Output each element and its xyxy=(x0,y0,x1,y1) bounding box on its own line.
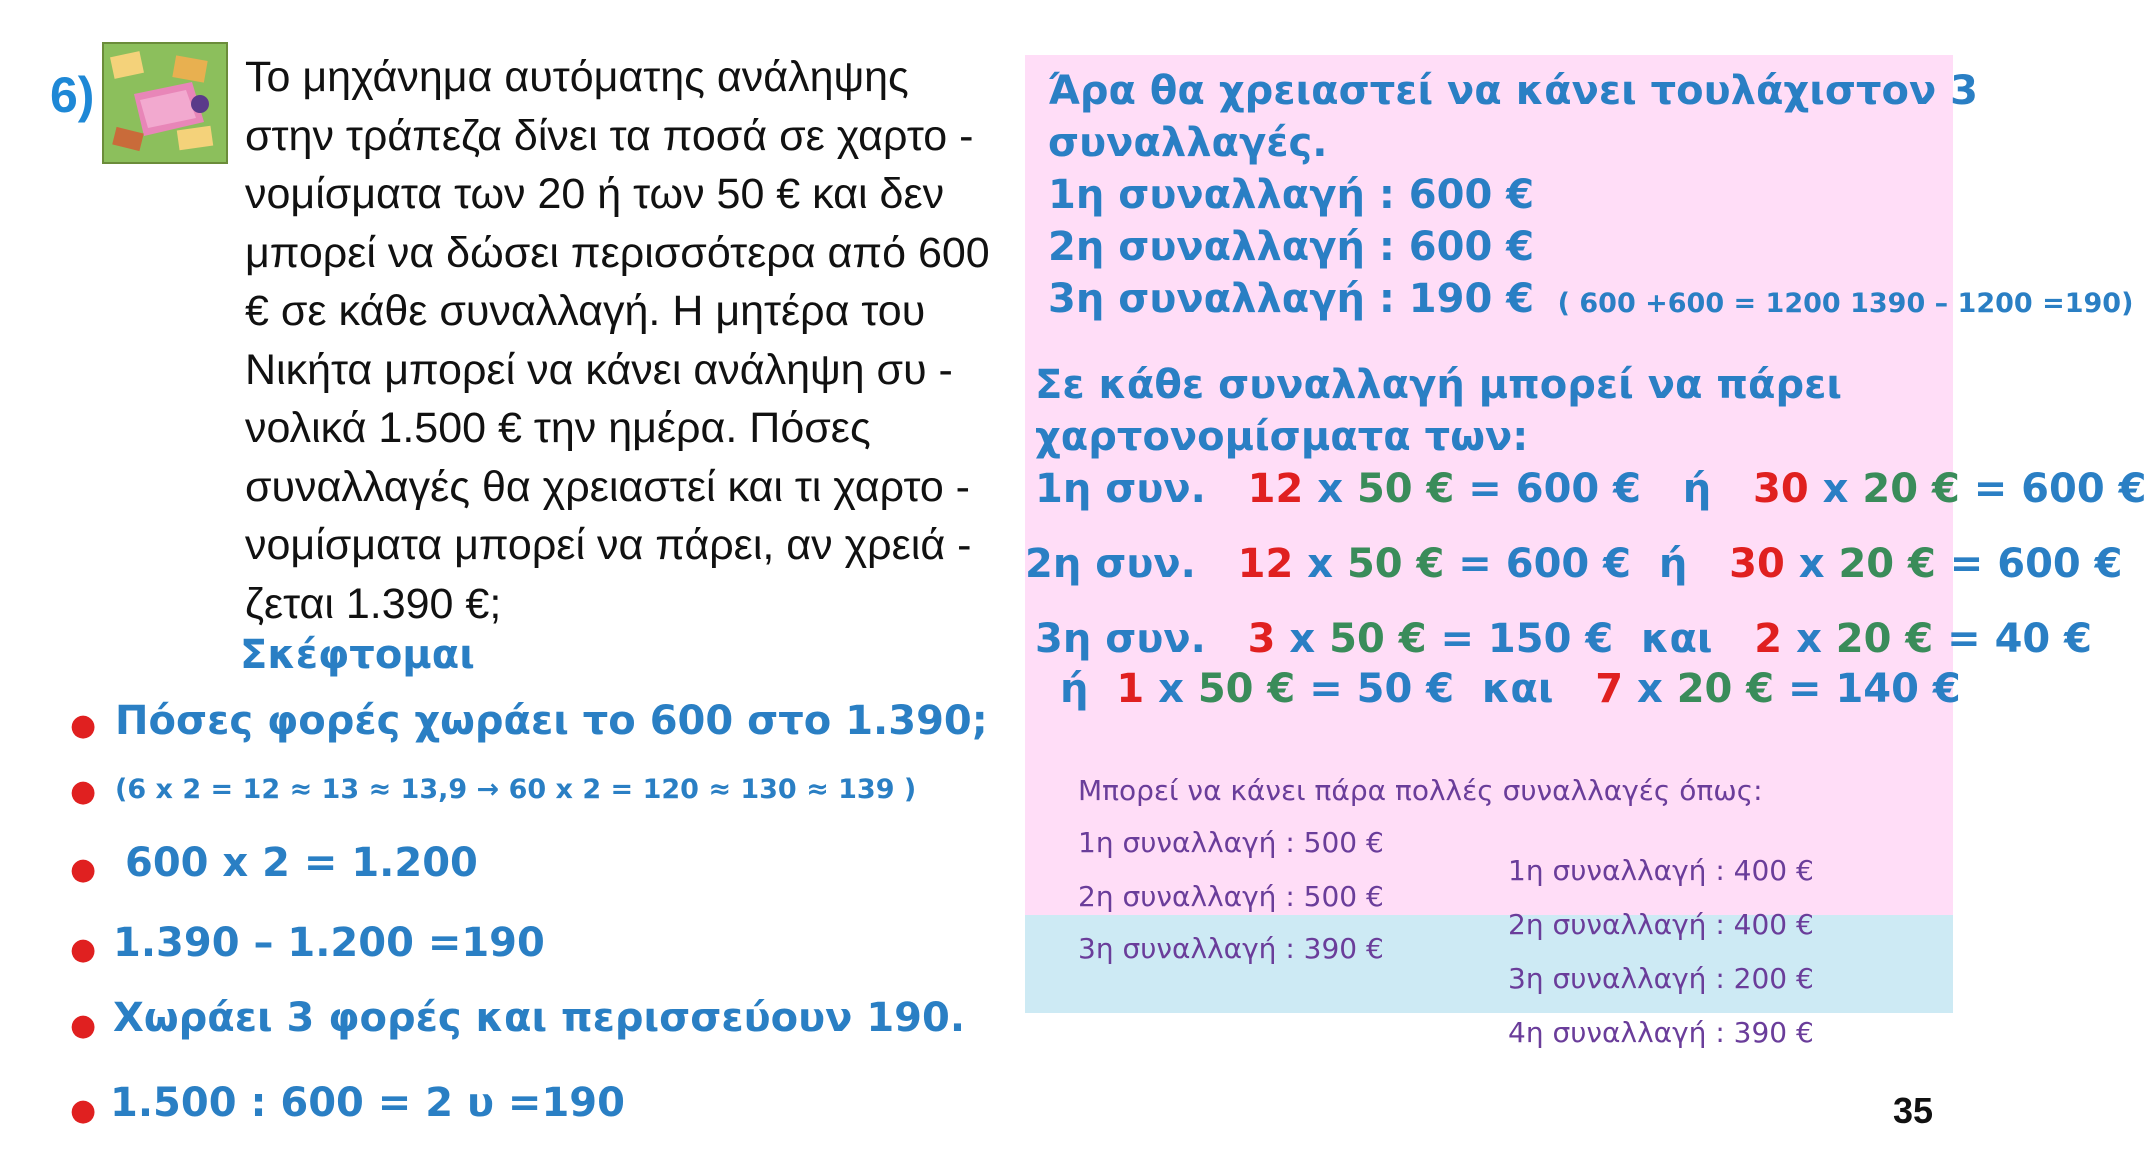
alternative-transaction: 4η συναλλαγή : 390 € xyxy=(1508,1016,1814,1049)
note-value: 20 € xyxy=(1676,666,1775,712)
bullet-dot: ● xyxy=(70,708,97,743)
note-row xyxy=(1060,666,1961,712)
times-sign: x xyxy=(1782,616,1836,662)
transaction-line: 2η συναλλαγή : 600 € xyxy=(1048,224,1535,270)
atm-money-illustration xyxy=(104,44,226,162)
problem-line: συναλλαγές θα χρειαστεί και τι χαρτο - xyxy=(245,462,970,511)
problem-line: νομίσματα μπορεί να πάρει, αν χρειά - xyxy=(245,521,972,569)
thinking-step: 600 x 2 = 1.200 xyxy=(125,840,478,886)
times-sign: x xyxy=(1303,466,1357,512)
problem-illustration xyxy=(102,42,228,164)
times-sign: x xyxy=(1275,616,1330,662)
note-value: 50 € xyxy=(1356,466,1455,512)
bullet-dot: ● xyxy=(70,932,97,967)
problem-number: 6) xyxy=(50,67,95,123)
answer-intro: συναλλαγές. xyxy=(1048,120,1328,166)
problem-line: ζεται 1.390 €; xyxy=(245,579,502,628)
alternative-transaction: 2η συναλλαγή : 500 € xyxy=(1078,880,1384,913)
row-result: = 600 € xyxy=(1935,541,2123,587)
times-sign: x xyxy=(1808,466,1863,512)
conjunction: ή xyxy=(1682,466,1712,512)
transaction-line-3 xyxy=(1048,276,2133,322)
note-count: 7 xyxy=(1595,666,1624,712)
row-label: 3η συν. xyxy=(1035,616,1206,662)
alternative-intro: Μπορεί να κάνει πάρα πολλές συναλλαγές όπως: xyxy=(1078,774,1763,807)
page-number: 35 xyxy=(1893,1090,1934,1131)
note-row xyxy=(1025,541,2123,587)
times-sign: x xyxy=(1293,541,1347,587)
note-value: 50 € xyxy=(1346,541,1445,587)
problem-line: Το μηχάνημα αυτόματης ανάληψης xyxy=(245,53,909,101)
problem-line: μπορεί να δώσει περισσότερα από 600 xyxy=(245,228,990,277)
bullet-dot: ● xyxy=(70,852,97,887)
thinking-step: 1.390 – 1.200 =190 xyxy=(113,920,545,966)
thinking-heading: Σκέφτομαι xyxy=(240,632,475,678)
problem-line: στην τράπεζα δίνει τα ποσά σε χαρτο - xyxy=(245,111,974,160)
row-result: = 600 € xyxy=(1454,466,1641,512)
conjunction: και xyxy=(1481,666,1554,712)
row-result: = 150 € xyxy=(1426,616,1614,662)
calculation-note: ( 600 +600 = 1200 1390 – 1200 =190) xyxy=(1557,288,2134,319)
note-count: 12 xyxy=(1247,466,1304,512)
row-label: 1η συν. xyxy=(1035,466,1206,512)
alternative-transaction: 1η συναλλαγή : 500 € xyxy=(1078,826,1384,859)
notes-intro: χαρτονομίσματα των: xyxy=(1035,414,1529,460)
problem-text xyxy=(245,48,1005,633)
row-result: = 140 € xyxy=(1774,666,1961,712)
thinking-step: (6 x 2 = 12 ≈ 13 ≈ 13,9 → 60 x 2 = 120 ≈ 130 ≈ 139 ) xyxy=(115,774,917,805)
alternative-transaction: 3η συναλλαγή : 390 € xyxy=(1078,932,1384,965)
transaction-line: 1η συναλλαγή : 600 € xyxy=(1048,172,1535,218)
transaction-amount: 3η συναλλαγή : 190 € xyxy=(1048,276,1535,322)
thinking-step: Πόσες φορές χωράει το 600 στο 1.390; xyxy=(115,698,988,744)
note-count: 12 xyxy=(1237,541,1294,587)
note-count: 3 xyxy=(1247,616,1276,662)
notes-intro: Σε κάθε συναλλαγή μπορεί να πάρει xyxy=(1035,362,1842,408)
alternative-transaction: 1η συναλλαγή : 400 € xyxy=(1508,854,1814,887)
note-row xyxy=(1035,466,2146,512)
row-result: = 600 € xyxy=(1444,541,1631,587)
note-value: 50 € xyxy=(1197,666,1296,712)
conjunction: και xyxy=(1641,616,1713,662)
alternative-transaction: 2η συναλλαγή : 400 € xyxy=(1508,908,1814,941)
problem-line: νομίσματα των 20 ή των 50 € και δεν xyxy=(245,170,945,218)
bullet-dot: ● xyxy=(70,774,97,809)
note-row xyxy=(1035,616,2092,662)
thinking-step: 1.500 : 600 = 2 υ =190 xyxy=(110,1080,625,1126)
bullet-dot: ● xyxy=(70,1093,97,1128)
row-label: 2η συν. xyxy=(1025,541,1196,587)
row-result: = 50 € xyxy=(1295,666,1455,712)
times-sign: x xyxy=(1623,666,1677,712)
conjunction: ή xyxy=(1658,541,1688,587)
note-count: 30 xyxy=(1753,466,1809,512)
bullet-dot: ● xyxy=(70,1008,97,1043)
thinking-step: Χωράει 3 φορές και περισσεύουν 190. xyxy=(113,995,966,1041)
times-sign: x xyxy=(1144,666,1198,712)
alternative-transaction: 3η συναλλαγή : 200 € xyxy=(1508,962,1814,995)
note-count: 2 xyxy=(1754,616,1783,662)
answer-intro: Άρα θα χρειαστεί να κάνει τουλάχιστον 3 xyxy=(1048,68,1978,114)
times-sign: x xyxy=(1784,541,1839,587)
note-count: 30 xyxy=(1729,541,1785,587)
note-value: 20 € xyxy=(1835,616,1934,662)
problem-line: Νικήτα μπορεί να κάνει ανάληψη συ - xyxy=(245,345,953,394)
row-result: = 600 € xyxy=(1959,466,2146,512)
note-value: 20 € xyxy=(1838,541,1936,587)
problem-line: νολικά 1.500 € την ημέρα. Πόσες xyxy=(245,404,871,452)
note-value: 50 € xyxy=(1329,616,1427,662)
note-count: 1 xyxy=(1116,666,1145,712)
row-label: ή xyxy=(1060,666,1089,712)
problem-line: € σε κάθε συναλλαγή. Η μητέρα του xyxy=(245,287,926,335)
note-value: 20 € xyxy=(1862,466,1960,512)
row-result: = 40 € xyxy=(1933,616,2093,662)
